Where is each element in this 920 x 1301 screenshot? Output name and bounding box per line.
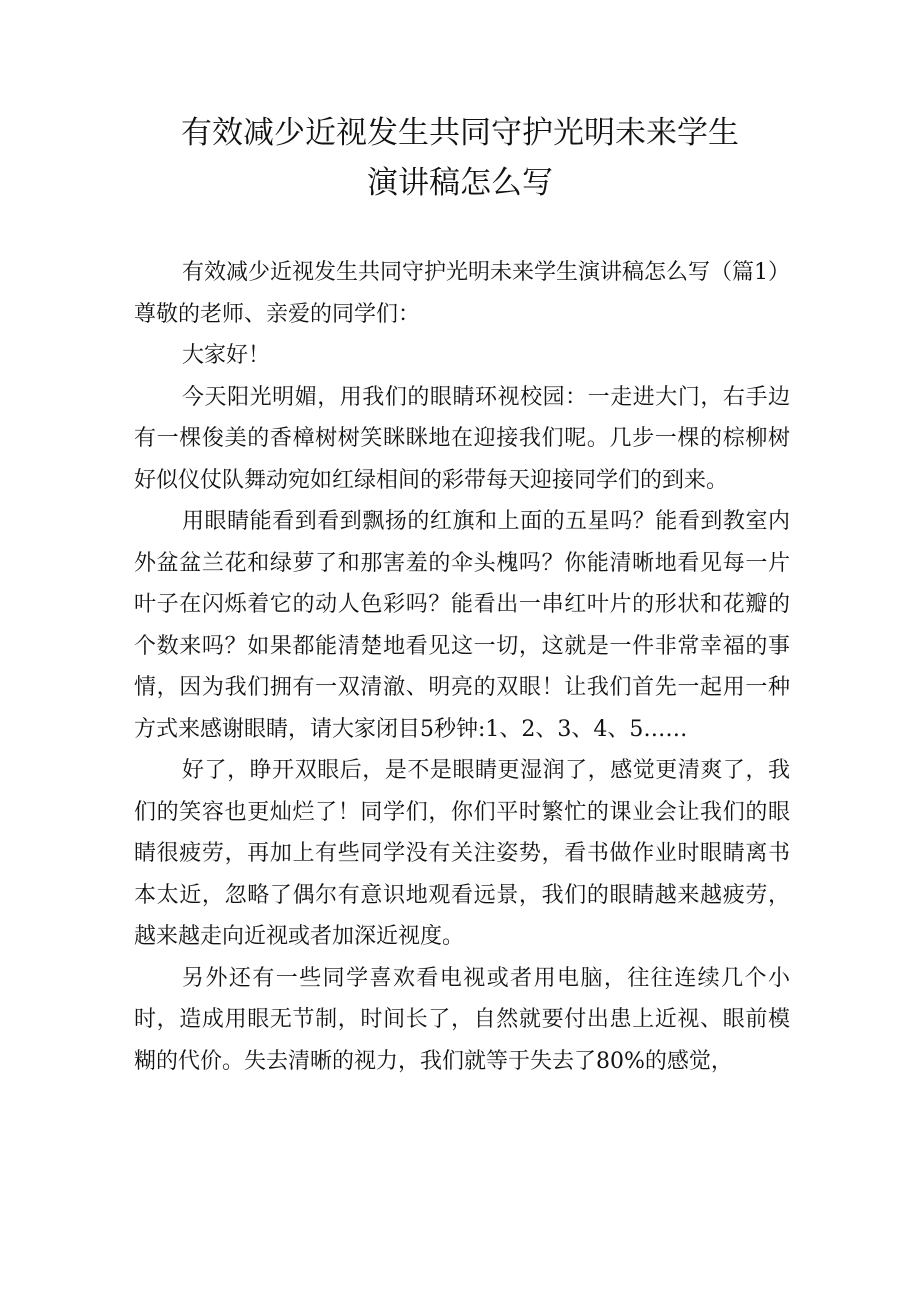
paragraph-screens: 另外还有一些同学喜欢看电视或者用电脑，往往连续几个小时，造成用眼无节制，时间长了，自然就要付出患上近视、眼前模糊的代价。失去清晰的视力，我们就等于失去了80%的感觉，: [134, 965, 790, 1074]
title-line-2: 演讲稿怎么写: [367, 165, 553, 201]
paragraph-campus: 今天阳光明媚，用我们的眼睛环视校园：一走进大门，右手边有一棵俊美的香樟树树笑眯眯地在迎接我们呢。几步一棵的棕柳树好似仪仗队舞动宛如红绿相间的彩带每天迎接同学们的到来。: [134, 384, 790, 493]
paragraph-eyes: 用眼睛能看到看到飘扬的红旗和上面的五星吗？能看到教室内外盆盆兰花和绿萝了和那害羞的伞头槐吗？你能清晰地看见每一片叶子在闪烁着它的动人色彩吗？能看出一串红叶片的形状和花瓣的个数来吗？如果都能清楚地看见这一切，这就是一件非常幸福的事情，因为我们拥有一双清澈、明亮的双眼！让我们首先一起用一种方式来感谢眼睛，请大家闭目5秒钟:1、2、3、4、5……: [134, 509, 790, 742]
paragraph-fatigue: 好了，睁开双眼后，是不是眼睛更湿润了，感觉更清爽了，我们的笑容也更灿烂了！同学们，你们平时繁忙的课业会让我们的眼睛很疲劳，再加上有些同学没有关注姿势，看书做作业时眼睛离书本太近，忽略了偶尔有意识地观看远景，我们的眼睛越来越疲劳，越来越走向近视或者加深近视度。: [134, 758, 790, 949]
document-title: [0, 108, 920, 208]
paragraph-greeting: 大家好！: [182, 343, 271, 368]
paragraph-intro: 有效减少近视发生共同守护光明未来学生演讲稿怎么写（篇1）尊敬的老师、亲爱的同学们：: [134, 260, 790, 327]
title-line-1: 有效减少近视发生共同守护光明未来学生: [181, 115, 739, 151]
document-body: [134, 252, 790, 1082]
